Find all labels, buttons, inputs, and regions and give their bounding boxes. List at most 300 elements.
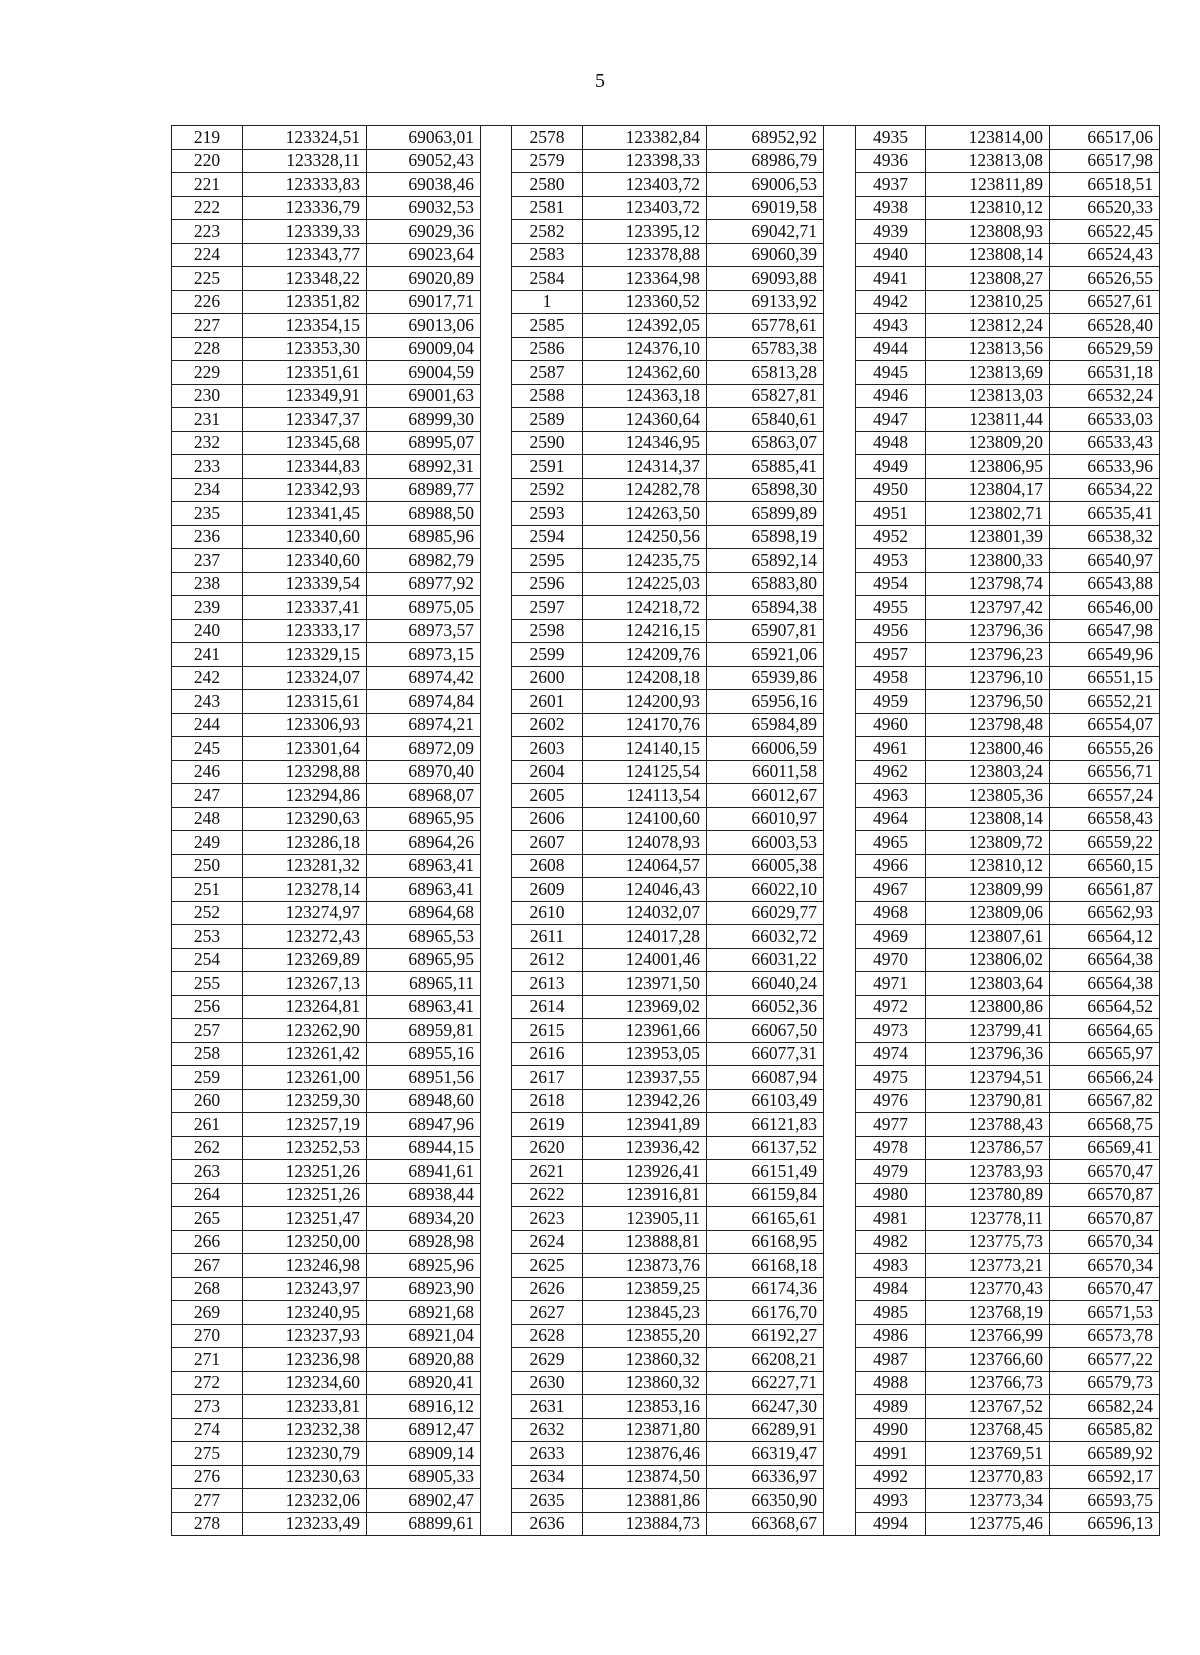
y-coordinate-cell: 66570,34 [1050,1230,1160,1254]
x-coordinate-cell: 123855,20 [583,1324,707,1348]
y-coordinate-cell: 66554,07 [1050,713,1160,737]
column-gap [481,1066,512,1090]
y-coordinate-cell: 68934,20 [367,1207,481,1231]
point-number-cell: 2625 [512,1254,583,1278]
column-gap [824,384,856,408]
table-row [172,1489,1160,1513]
point-number-cell: 4966 [856,854,926,878]
y-coordinate-cell: 68909,14 [367,1442,481,1466]
y-coordinate-cell: 69038,46 [367,173,481,197]
column-gap [824,290,856,314]
x-coordinate-cell: 123324,07 [243,666,367,690]
column-gap [824,1371,856,1395]
y-coordinate-cell: 66555,26 [1050,737,1160,761]
point-number-cell: 4964 [856,807,926,831]
x-coordinate-cell: 124216,15 [583,619,707,643]
x-coordinate-cell: 124346,95 [583,431,707,455]
column-gap [824,831,856,855]
y-coordinate-cell: 68925,96 [367,1254,481,1278]
column-gap [824,525,856,549]
point-number-cell: 2586 [512,337,583,361]
table-row [172,1512,1160,1536]
x-coordinate-cell: 123243,97 [243,1277,367,1301]
column-gap [481,643,512,667]
point-number-cell: 2627 [512,1301,583,1325]
y-coordinate-cell: 68963,41 [367,854,481,878]
table-row [172,760,1160,784]
column-gap [481,243,512,267]
point-number-cell: 2589 [512,408,583,432]
x-coordinate-cell: 123881,86 [583,1489,707,1513]
x-coordinate-cell: 123236,98 [243,1348,367,1372]
point-number-cell: 267 [172,1254,243,1278]
y-coordinate-cell: 66137,52 [707,1136,824,1160]
point-number-cell: 2609 [512,878,583,902]
column-gap [481,760,512,784]
point-number-cell: 2631 [512,1395,583,1419]
y-coordinate-cell: 66564,52 [1050,995,1160,1019]
table-row [172,1395,1160,1419]
point-number-cell: 4975 [856,1066,926,1090]
point-number-cell: 2602 [512,713,583,737]
point-number-cell: 262 [172,1136,243,1160]
y-coordinate-cell: 66596,13 [1050,1512,1160,1536]
y-coordinate-cell: 68974,84 [367,690,481,714]
column-gap [481,267,512,291]
column-gap [824,173,856,197]
point-number-cell: 2619 [512,1113,583,1137]
x-coordinate-cell: 123809,99 [926,878,1050,902]
y-coordinate-cell: 65894,38 [707,596,824,620]
column-gap [481,1512,512,1536]
x-coordinate-cell: 123328,11 [243,149,367,173]
table-row [172,619,1160,643]
column-gap [481,1230,512,1254]
point-number-cell: 2635 [512,1489,583,1513]
y-coordinate-cell: 68963,41 [367,878,481,902]
point-number-cell: 4961 [856,737,926,761]
y-coordinate-cell: 68965,11 [367,972,481,996]
y-coordinate-cell: 66067,50 [707,1019,824,1043]
point-number-cell: 223 [172,220,243,244]
point-number-cell: 255 [172,972,243,996]
x-coordinate-cell: 123775,73 [926,1230,1050,1254]
column-gap [481,173,512,197]
y-coordinate-cell: 65899,89 [707,502,824,526]
point-number-cell: 4973 [856,1019,926,1043]
x-coordinate-cell: 123339,33 [243,220,367,244]
y-coordinate-cell: 66077,31 [707,1042,824,1066]
point-number-cell: 2585 [512,314,583,338]
column-gap [481,1301,512,1325]
point-number-cell: 276 [172,1465,243,1489]
point-number-cell: 2618 [512,1089,583,1113]
table-row [172,948,1160,972]
x-coordinate-cell: 124001,46 [583,948,707,972]
point-number-cell: 4960 [856,713,926,737]
column-gap [481,361,512,385]
x-coordinate-cell: 123267,13 [243,972,367,996]
y-coordinate-cell: 66006,59 [707,737,824,761]
x-coordinate-cell: 124376,10 [583,337,707,361]
y-coordinate-cell: 66010,97 [707,807,824,831]
point-number-cell: 4974 [856,1042,926,1066]
x-coordinate-cell: 123336,79 [243,196,367,220]
y-coordinate-cell: 66029,77 [707,901,824,925]
table-row [172,337,1160,361]
y-coordinate-cell: 66522,45 [1050,220,1160,244]
x-coordinate-cell: 123230,79 [243,1442,367,1466]
y-coordinate-cell: 68921,04 [367,1324,481,1348]
x-coordinate-cell: 123333,17 [243,619,367,643]
column-gap [481,1254,512,1278]
point-number-cell: 2633 [512,1442,583,1466]
point-number-cell: 256 [172,995,243,1019]
point-number-cell: 4978 [856,1136,926,1160]
y-coordinate-cell: 69093,88 [707,267,824,291]
point-number-cell: 248 [172,807,243,831]
x-coordinate-cell: 123871,80 [583,1418,707,1442]
y-coordinate-cell: 68986,79 [707,149,824,173]
table-row [172,737,1160,761]
point-number-cell: 254 [172,948,243,972]
y-coordinate-cell: 69020,89 [367,267,481,291]
point-number-cell: 2605 [512,784,583,808]
point-number-cell: 228 [172,337,243,361]
column-gap [481,995,512,1019]
y-coordinate-cell: 66570,47 [1050,1277,1160,1301]
x-coordinate-cell: 123269,89 [243,948,367,972]
point-number-cell: 4952 [856,525,926,549]
table-row [172,1136,1160,1160]
x-coordinate-cell: 123378,88 [583,243,707,267]
column-gap [481,126,512,150]
column-gap [824,572,856,596]
y-coordinate-cell: 68899,61 [367,1512,481,1536]
point-number-cell: 258 [172,1042,243,1066]
point-number-cell: 4982 [856,1230,926,1254]
x-coordinate-cell: 123798,74 [926,572,1050,596]
column-gap [824,1136,856,1160]
y-coordinate-cell: 68941,61 [367,1160,481,1184]
x-coordinate-cell: 123262,90 [243,1019,367,1043]
x-coordinate-cell: 123766,73 [926,1371,1050,1395]
column-gap [824,690,856,714]
x-coordinate-cell: 123859,25 [583,1277,707,1301]
column-gap [824,478,856,502]
x-coordinate-cell: 123351,82 [243,290,367,314]
point-number-cell: 246 [172,760,243,784]
column-gap [481,972,512,996]
x-coordinate-cell: 123804,17 [926,478,1050,502]
column-gap [824,1277,856,1301]
point-number-cell: 4938 [856,196,926,220]
column-gap [824,1254,856,1278]
x-coordinate-cell: 124125,54 [583,760,707,784]
y-coordinate-cell: 66529,59 [1050,337,1160,361]
table-row [172,1066,1160,1090]
y-coordinate-cell: 65939,86 [707,666,824,690]
column-gap [824,196,856,220]
y-coordinate-cell: 69029,36 [367,220,481,244]
y-coordinate-cell: 66227,71 [707,1371,824,1395]
table-row [172,854,1160,878]
x-coordinate-cell: 124314,37 [583,455,707,479]
point-number-cell: 238 [172,572,243,596]
table-row [172,1183,1160,1207]
point-number-cell: 4941 [856,267,926,291]
column-gap [481,384,512,408]
y-coordinate-cell: 66570,47 [1050,1160,1160,1184]
point-number-cell: 273 [172,1395,243,1419]
x-coordinate-cell: 123811,44 [926,408,1050,432]
x-coordinate-cell: 123853,16 [583,1395,707,1419]
point-number-cell: 266 [172,1230,243,1254]
point-number-cell: 2587 [512,361,583,385]
table-row [172,173,1160,197]
point-number-cell: 4972 [856,995,926,1019]
point-number-cell: 2614 [512,995,583,1019]
y-coordinate-cell: 69063,01 [367,126,481,150]
y-coordinate-cell: 68977,92 [367,572,481,596]
y-coordinate-cell: 66103,49 [707,1089,824,1113]
x-coordinate-cell: 123800,86 [926,995,1050,1019]
column-gap [824,408,856,432]
x-coordinate-cell: 124078,93 [583,831,707,855]
x-coordinate-cell: 123800,46 [926,737,1050,761]
table-row [172,220,1160,244]
point-number-cell: 2634 [512,1465,583,1489]
x-coordinate-cell: 123860,32 [583,1348,707,1372]
x-coordinate-cell: 124046,43 [583,878,707,902]
x-coordinate-cell: 123796,50 [926,690,1050,714]
y-coordinate-cell: 66560,15 [1050,854,1160,878]
y-coordinate-cell: 68974,42 [367,666,481,690]
point-number-cell: 4962 [856,760,926,784]
x-coordinate-cell: 123294,86 [243,784,367,808]
point-number-cell: 4936 [856,149,926,173]
table-row [172,1371,1160,1395]
y-coordinate-cell: 69023,64 [367,243,481,267]
y-coordinate-cell: 65778,61 [707,314,824,338]
y-coordinate-cell: 68973,15 [367,643,481,667]
point-number-cell: 2594 [512,525,583,549]
column-gap [824,1183,856,1207]
column-gap [481,196,512,220]
y-coordinate-cell: 66571,53 [1050,1301,1160,1325]
point-number-cell: 2612 [512,948,583,972]
point-number-cell: 265 [172,1207,243,1231]
x-coordinate-cell: 123340,60 [243,525,367,549]
column-gap [824,1230,856,1254]
x-coordinate-cell: 123778,11 [926,1207,1050,1231]
point-number-cell: 2608 [512,854,583,878]
point-number-cell: 4986 [856,1324,926,1348]
x-coordinate-cell: 123237,93 [243,1324,367,1348]
y-coordinate-cell: 66533,43 [1050,431,1160,455]
x-coordinate-cell: 123232,38 [243,1418,367,1442]
x-coordinate-cell: 123315,61 [243,690,367,714]
y-coordinate-cell: 66534,22 [1050,478,1160,502]
column-gap [824,1465,856,1489]
x-coordinate-cell: 123809,06 [926,901,1050,925]
point-number-cell: 4956 [856,619,926,643]
point-number-cell: 4988 [856,1371,926,1395]
x-coordinate-cell: 123251,26 [243,1160,367,1184]
table-row [172,1113,1160,1137]
y-coordinate-cell: 68988,50 [367,502,481,526]
y-coordinate-cell: 66012,67 [707,784,824,808]
x-coordinate-cell: 124170,76 [583,713,707,737]
y-coordinate-cell: 69019,58 [707,196,824,220]
point-number-cell: 232 [172,431,243,455]
column-gap [481,666,512,690]
y-coordinate-cell: 66165,61 [707,1207,824,1231]
column-gap [481,1348,512,1372]
column-gap [481,1207,512,1231]
y-coordinate-cell: 66520,33 [1050,196,1160,220]
y-coordinate-cell: 68965,95 [367,807,481,831]
table-row [172,431,1160,455]
point-number-cell: 2620 [512,1136,583,1160]
y-coordinate-cell: 66564,65 [1050,1019,1160,1043]
column-gap [824,878,856,902]
column-gap [824,126,856,150]
point-number-cell: 2593 [512,502,583,526]
table-row [172,1277,1160,1301]
x-coordinate-cell: 123281,32 [243,854,367,878]
column-gap [824,925,856,949]
x-coordinate-cell: 123251,47 [243,1207,367,1231]
y-coordinate-cell: 65921,06 [707,643,824,667]
x-coordinate-cell: 123811,89 [926,173,1050,197]
x-coordinate-cell: 123796,36 [926,619,1050,643]
point-number-cell: 2584 [512,267,583,291]
y-coordinate-cell: 66579,73 [1050,1371,1160,1395]
point-number-cell: 4985 [856,1301,926,1325]
y-coordinate-cell: 66570,34 [1050,1254,1160,1278]
x-coordinate-cell: 123797,42 [926,596,1050,620]
x-coordinate-cell: 123324,51 [243,126,367,150]
y-coordinate-cell: 68951,56 [367,1066,481,1090]
column-gap [481,1019,512,1043]
table-row [172,784,1160,808]
y-coordinate-cell: 66552,21 [1050,690,1160,714]
x-coordinate-cell: 123345,68 [243,431,367,455]
x-coordinate-cell: 123786,57 [926,1136,1050,1160]
point-number-cell: 274 [172,1418,243,1442]
column-gap [481,737,512,761]
x-coordinate-cell: 123343,77 [243,243,367,267]
table-row [172,690,1160,714]
y-coordinate-cell: 66532,24 [1050,384,1160,408]
x-coordinate-cell: 123942,26 [583,1089,707,1113]
column-gap [824,1042,856,1066]
y-coordinate-cell: 68916,12 [367,1395,481,1419]
y-coordinate-cell: 66564,38 [1050,948,1160,972]
x-coordinate-cell: 123936,42 [583,1136,707,1160]
table-row [172,243,1160,267]
column-gap [481,807,512,831]
y-coordinate-cell: 68964,68 [367,901,481,925]
y-coordinate-cell: 66040,24 [707,972,824,996]
coordinates-table [171,125,1160,1536]
x-coordinate-cell: 123810,12 [926,196,1050,220]
x-coordinate-cell: 123813,56 [926,337,1050,361]
point-number-cell: 4976 [856,1089,926,1113]
point-number-cell: 239 [172,596,243,620]
column-gap [481,431,512,455]
column-gap [481,572,512,596]
y-coordinate-cell: 66585,82 [1050,1418,1160,1442]
column-gap [824,619,856,643]
x-coordinate-cell: 123808,27 [926,267,1050,291]
x-coordinate-cell: 123796,36 [926,1042,1050,1066]
x-coordinate-cell: 123845,23 [583,1301,707,1325]
y-coordinate-cell: 66528,40 [1050,314,1160,338]
y-coordinate-cell: 66531,18 [1050,361,1160,385]
y-coordinate-cell: 66564,38 [1050,972,1160,996]
point-number-cell: 219 [172,126,243,150]
x-coordinate-cell: 123770,43 [926,1277,1050,1301]
y-coordinate-cell: 68912,47 [367,1418,481,1442]
x-coordinate-cell: 124250,56 [583,525,707,549]
point-number-cell: 2606 [512,807,583,831]
point-number-cell: 4980 [856,1183,926,1207]
point-number-cell: 4983 [856,1254,926,1278]
x-coordinate-cell: 124218,72 [583,596,707,620]
y-coordinate-cell: 66582,24 [1050,1395,1160,1419]
x-coordinate-cell: 123230,63 [243,1465,367,1489]
x-coordinate-cell: 123234,60 [243,1371,367,1395]
point-number-cell: 252 [172,901,243,925]
point-number-cell: 2597 [512,596,583,620]
x-coordinate-cell: 123344,83 [243,455,367,479]
y-coordinate-cell: 66003,53 [707,831,824,855]
x-coordinate-cell: 123809,20 [926,431,1050,455]
table-row [172,831,1160,855]
y-coordinate-cell: 68982,79 [367,549,481,573]
point-number-cell: 2580 [512,173,583,197]
point-number-cell: 4945 [856,361,926,385]
y-coordinate-cell: 69001,63 [367,384,481,408]
column-gap [824,314,856,338]
table-row [172,1207,1160,1231]
page-number: 5 [595,70,605,92]
y-coordinate-cell: 66159,84 [707,1183,824,1207]
point-number-cell: 269 [172,1301,243,1325]
column-gap [824,737,856,761]
x-coordinate-cell: 124064,57 [583,854,707,878]
y-coordinate-cell: 68964,26 [367,831,481,855]
y-coordinate-cell: 66559,22 [1050,831,1160,855]
table-row [172,126,1160,150]
y-coordinate-cell: 65984,89 [707,713,824,737]
y-coordinate-cell: 65840,61 [707,408,824,432]
table-row [172,596,1160,620]
point-number-cell: 234 [172,478,243,502]
x-coordinate-cell: 123250,00 [243,1230,367,1254]
table-row [172,901,1160,925]
table-row [172,666,1160,690]
y-coordinate-cell: 65907,81 [707,619,824,643]
x-coordinate-cell: 124235,75 [583,549,707,573]
y-coordinate-cell: 66011,58 [707,760,824,784]
x-coordinate-cell: 123333,83 [243,173,367,197]
x-coordinate-cell: 123233,81 [243,1395,367,1419]
y-coordinate-cell: 65898,30 [707,478,824,502]
column-gap [481,1324,512,1348]
